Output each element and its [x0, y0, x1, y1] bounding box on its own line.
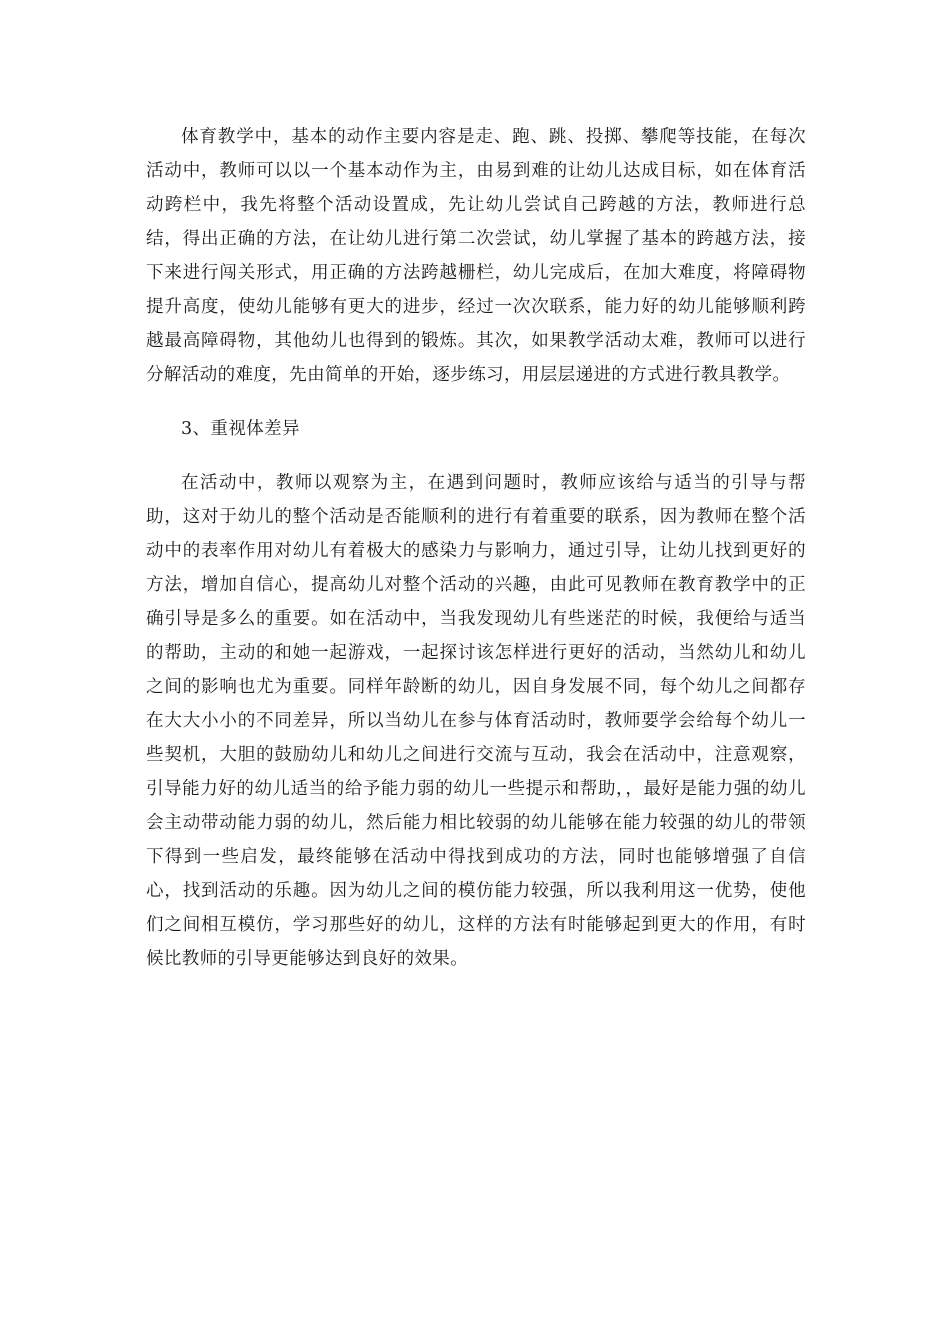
document-page	[146, 120, 806, 976]
section-heading: 3、重视体差异	[181, 419, 300, 439]
body-paragraph: 体育教学中，基本的动作主要内容是走、跑、跳、投掷、攀爬等技能，在每次活动中，教师可以以一个基本动作为主，由易到难的让幼儿达成目标，如在体育活动跨栏中，我先将整个活动设置成，先让幼儿尝试自己跨越的方法，教师进行总结，得出正确的方法，在让幼儿进行第二次尝试，幼儿掌握了基本的跨越方法，接下来进行闯关形式，用正确的方法跨越栅栏，幼儿完成后，在加大难度，将障碍物提升高度，使幼儿能够有更大的进步，经过一次次联系，能力好的幼儿能够顺利跨越最高障碍物，其他幼儿也得到的锻炼。其次，如果教学活动太难，教师可以进行分解活动的难度，先由简单的开始，逐步练习，用层层递进的方式进行教具教学。	[146, 127, 806, 385]
body-paragraph: 在活动中，教师以观察为主，在遇到问题时，教师应该给与适当的引导与帮助，这对于幼儿的整个活动是否能顺利的进行有着重要的联系，因为教师在整个活动中的表率作用对幼儿有着极大的感染力与影响力，通过引导，让幼儿找到更好的方法，增加自信心，提高幼儿对整个活动的兴趣，由此可见教师在教育教学中的正确引导是多么的重要。如在活动中，当我发现幼儿有些迷茫的时候，我便给与适当的帮助，主动的和她一起游戏，一起探讨该怎样进行更好的活动，当然幼儿和幼儿之间的影响也尤为重要。同样年龄断的幼儿，因自身发展不同，每个幼儿之间都存在大大小小的不同差异，所以当幼儿在参与体育活动时，教师要学会给每个幼儿一些契机，大胆的鼓励幼儿和幼儿之间进行交流与互动，我会在活动中，注意观察，引导能力好的幼儿适当的给予能力弱的幼儿一些提示和帮助，，最好是能力强的幼儿会主动带动能力弱的幼儿，然后能力相比较弱的幼儿能够在能力较强的幼儿的带领下得到一些启发，最终能够在活动中得找到成功的方法，同时也能够增强了自信心，找到活动的乐趣。因为幼儿之间的模仿能力较强，所以我利用这一优势，使他们之间相互模仿，学习那些好的幼儿，这样的方法有时能够起到更大的作用，有时候比教师的引导更能够达到良好的效果。	[146, 473, 806, 969]
